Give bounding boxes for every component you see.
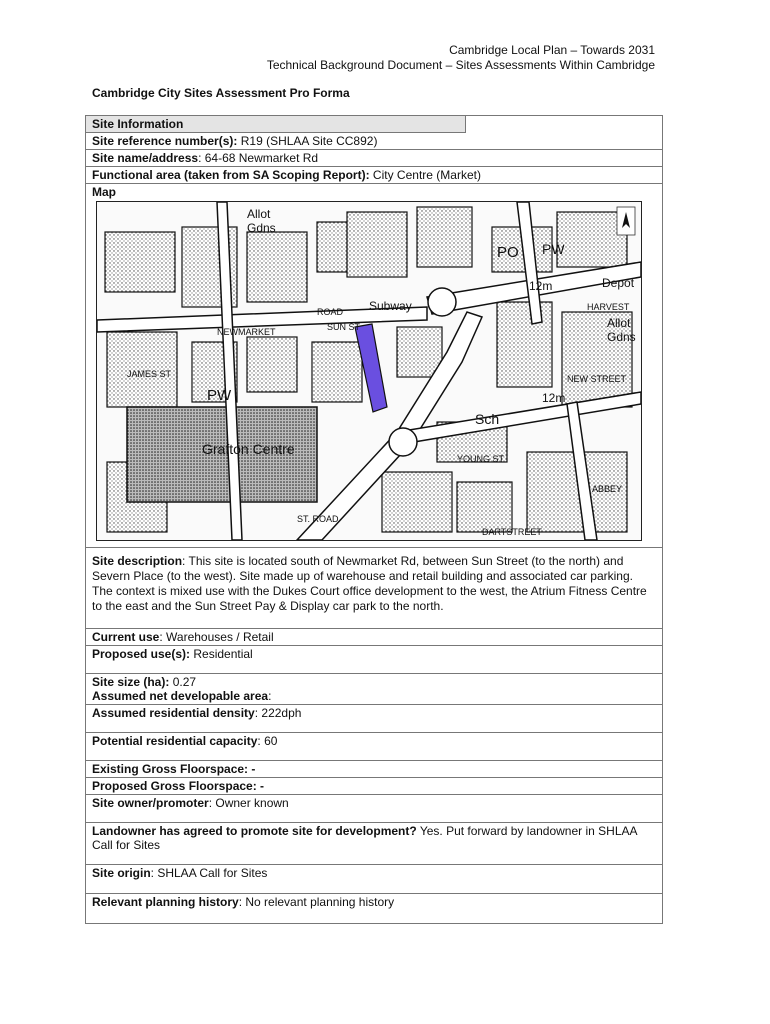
proposed-use-row (86, 646, 662, 674)
map-label-pw: PW (542, 241, 565, 257)
proposed-use-label: Proposed use(s): (92, 647, 191, 661)
capacity-label: Potential residential capacity (92, 734, 258, 748)
site-size-label: Site size (ha): (92, 675, 170, 689)
map-label-depot: Depot (602, 276, 635, 290)
map-label-dartstreet: DARTSTREET (482, 527, 542, 537)
current-use-row (86, 629, 662, 646)
site-description-label: Site description (92, 554, 183, 568)
map-label-allot-2: Allot (607, 316, 631, 330)
site-owner-value: : Owner known (208, 796, 289, 810)
density-value: : 222dph (254, 706, 302, 720)
map-label-sun-st: SUN ST (327, 322, 361, 332)
map-label-harvest: HARVEST (587, 302, 630, 312)
planning-history-row (86, 894, 662, 923)
map-label-young-st: YOUNG ST (457, 454, 505, 464)
current-use-value: : Warehouses / Retail (159, 630, 274, 644)
document-title: Cambridge City Sites Assessment Pro Forma (92, 86, 350, 100)
page-header (267, 43, 655, 73)
planning-history-label: Relevant planning history (92, 895, 239, 909)
net-area (92, 689, 656, 703)
map-graphic (97, 202, 641, 540)
density-row (86, 705, 662, 733)
pro-forma-table (85, 115, 663, 924)
site-map (96, 201, 642, 541)
map-label-st-road: ST. ROAD (297, 514, 339, 524)
site-description-row (86, 548, 662, 629)
functional-area-label: Functional area (taken from SA Scoping Report): (92, 168, 370, 182)
header-line-2: Technical Background Document – Sites Assessments Within Cambridge (266, 58, 655, 72)
proposed-floorspace-label: Proposed Gross Floorspace: - (92, 779, 265, 793)
site-size-value: 0.27 (169, 675, 197, 689)
map-label-grafton-centre: Grafton Centre (202, 441, 295, 457)
site-reference-row (86, 133, 662, 150)
map-label-newmarket: NEWMARKET (217, 327, 276, 337)
landowner-label: Landowner has agreed to promote site for development? (92, 824, 417, 838)
planning-history-value: : No relevant planning history (238, 895, 395, 909)
map-label: Map (92, 185, 116, 199)
map-label-12m: 12m (529, 279, 553, 293)
functional-area-value: City Centre (Market) (369, 168, 481, 182)
map-label-james-st: JAMES ST (127, 369, 172, 379)
landowner-value: Yes. Put forward by landowner in SHLAA Call for Sites (92, 824, 637, 852)
site-name-label: Site name/address (92, 151, 199, 165)
site-origin-row (86, 865, 662, 894)
site-description-value: : This site is located south of Newmarket Rd, between Sun Street (to the north) and Severn Place (to the west). Site made up of warehouse and retail building and associated car parking. The context is mixed use with the Dukes Court office development to the west, the Atrium Fitness Centre to the east and the Sun Street Pay & Display car park to the north. (92, 554, 647, 613)
site-reference-value: R19 (SHLAA Site CC892) (237, 134, 378, 148)
map-label-gdns: Gdns (247, 221, 276, 235)
map-label-12m-2: 12m (542, 391, 566, 405)
existing-floorspace-label: Existing Gross Floorspace: - (92, 762, 256, 776)
map-label-gdns-2: Gdns (607, 330, 636, 344)
functional-area-row (86, 167, 662, 184)
map-label-road: ROAD (317, 307, 344, 317)
existing-floorspace-row (86, 761, 662, 778)
current-use-label: Current use (92, 630, 160, 644)
map-label-sch: Sch (475, 411, 500, 427)
net-area-value: : (268, 689, 272, 703)
proposed-use-value: Residential (190, 647, 253, 661)
map-label-subway: Subway (369, 299, 412, 313)
map-label-pw-2: PW (207, 387, 232, 404)
site-origin-label: Site origin (92, 866, 151, 880)
site-owner-row (86, 795, 662, 823)
density-label: Assumed residential density (92, 706, 255, 720)
site-owner-label: Site owner/promoter (92, 796, 209, 810)
map-label-new-street: NEW STREET (567, 374, 627, 384)
site-size-row (86, 674, 662, 705)
site-information-heading: Site Information (86, 116, 466, 133)
map-label-allot: Allot (247, 207, 271, 221)
map-label-abbey: ABBEY (592, 484, 623, 494)
landowner-row (86, 823, 662, 865)
capacity-row (86, 733, 662, 761)
header-line-1: Cambridge Local Plan – Towards 2031 (449, 43, 655, 57)
map-row (86, 184, 662, 548)
map-label-po: PO (497, 244, 519, 261)
site-name-value: : 64-68 Newmarket Rd (198, 151, 319, 165)
capacity-value: : 60 (257, 734, 278, 748)
proposed-floorspace-row (86, 778, 662, 795)
site-name-row (86, 150, 662, 167)
site-reference-label: Site reference number(s): (92, 134, 238, 148)
site-size (92, 675, 656, 689)
site-origin-value: : SHLAA Call for Sites (150, 866, 268, 880)
net-area-label: Assumed net developable area (92, 689, 269, 703)
